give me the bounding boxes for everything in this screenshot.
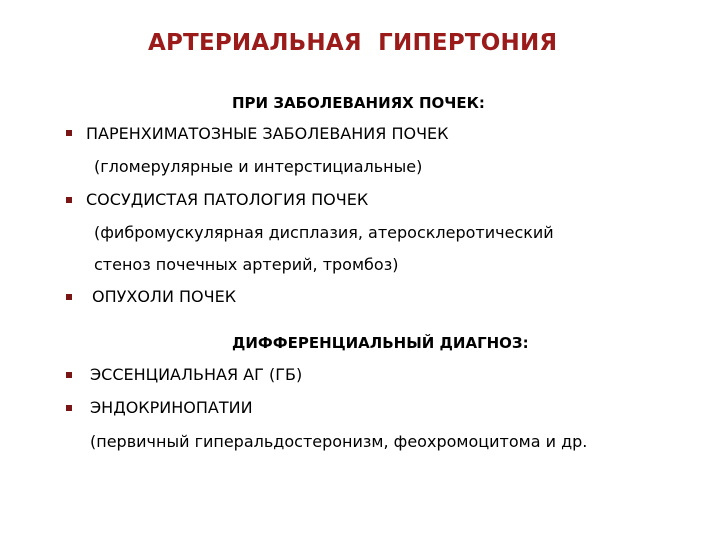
square-bullet-icon <box>66 372 72 378</box>
list-item-note-parenchymal: (гломерулярные и интерстициальные) <box>94 157 423 176</box>
list-item-note-vascular-line2: стеноз почечных артерий, тромбоз) <box>94 255 399 274</box>
list-item-endocrinopathies: ЭНДОКРИНОПАТИИ <box>90 398 253 417</box>
section-heading-differential: ДИФФЕРЕНЦИАЛЬНЫЙ ДИАГНОЗ: <box>232 334 529 352</box>
list-item-tumors: ОПУХОЛИ ПОЧЕК <box>92 287 237 306</box>
slide-title: АРТЕРИАЛЬНАЯ ГИПЕРТОНИЯ <box>148 30 558 56</box>
list-item-note-vascular-line1: (фибромускулярная дисплазия, атеросклеротический <box>94 223 554 242</box>
square-bullet-icon <box>66 130 72 136</box>
list-item-essential: ЭССЕНЦИАЛЬНАЯ АГ (ГБ) <box>90 365 303 384</box>
square-bullet-icon <box>66 197 72 203</box>
square-bullet-icon <box>66 294 72 300</box>
square-bullet-icon <box>66 405 72 411</box>
list-item-vascular: СОСУДИСТАЯ ПАТОЛОГИЯ ПОЧЕК <box>86 190 369 209</box>
list-item-note-endocrinopathies: (первичный гиперальдостеронизм, феохромоцитома и др. <box>90 432 588 451</box>
section-heading-kidney-diseases: ПРИ ЗАБОЛЕВАНИЯХ ПОЧЕК: <box>232 94 485 112</box>
list-item-parenchymal: ПАРЕНХИМАТОЗНЫЕ ЗАБОЛЕВАНИЯ ПОЧЕК <box>86 124 449 143</box>
